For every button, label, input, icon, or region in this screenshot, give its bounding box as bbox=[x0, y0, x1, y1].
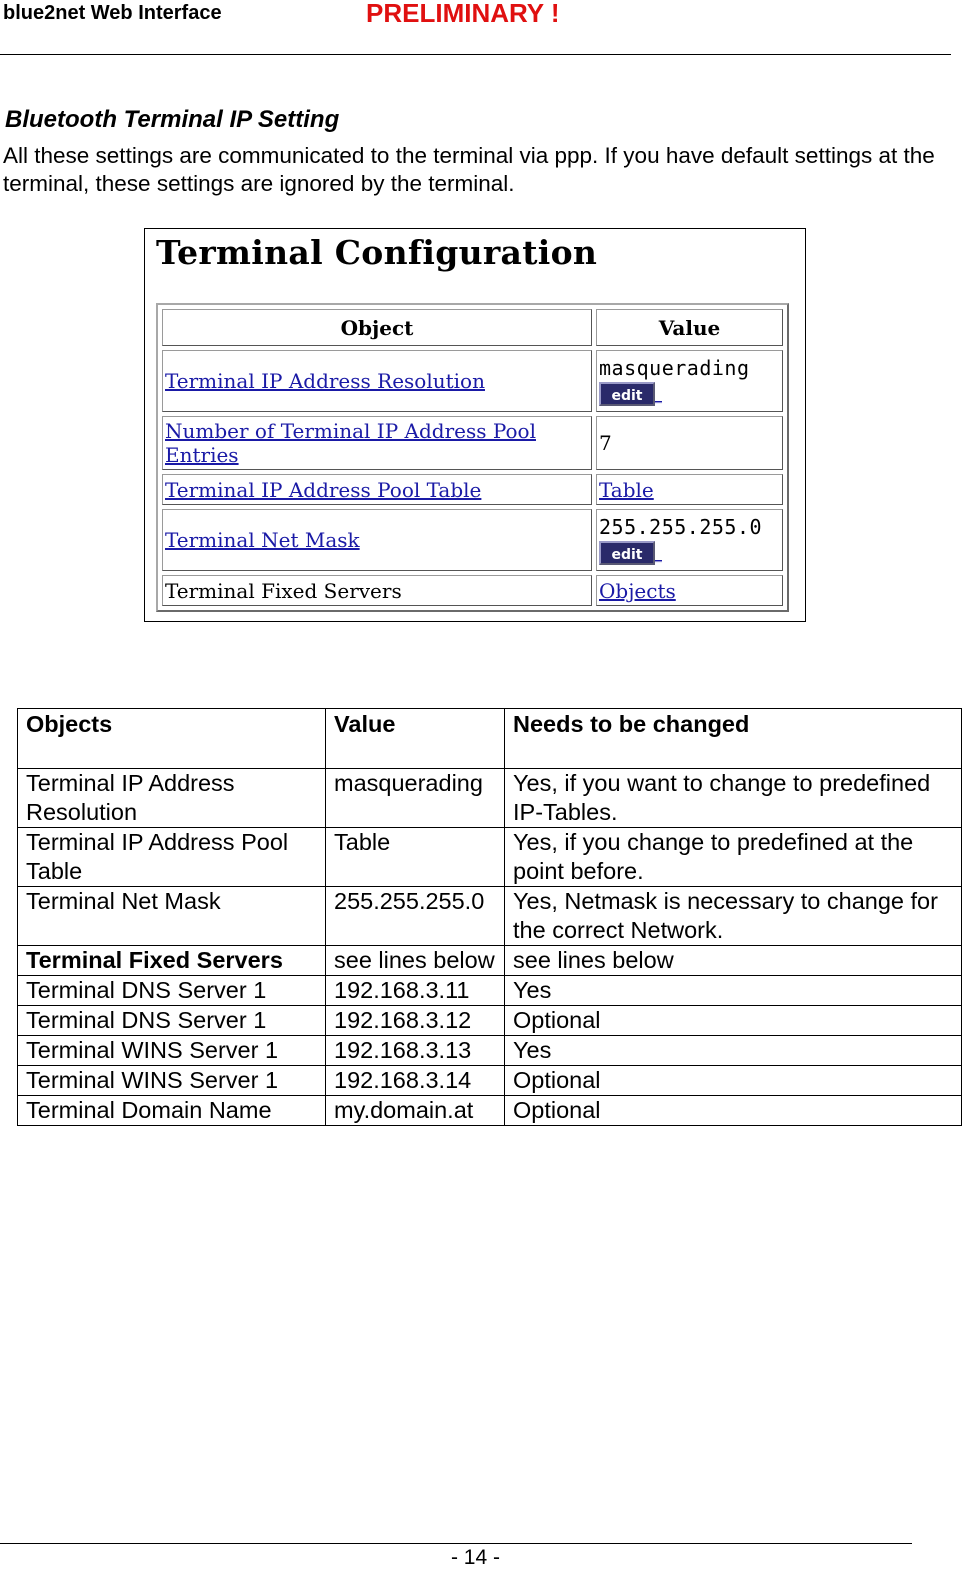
edit-trail: _ bbox=[655, 547, 662, 563]
header-title: blue2net Web Interface bbox=[3, 2, 222, 24]
section-title: Bluetooth Terminal IP Setting bbox=[5, 106, 340, 133]
cell-needs-change: Yes, Netmask is necessary to change for the correct Network. bbox=[505, 887, 962, 946]
table-row bbox=[18, 769, 962, 828]
cell-value: 192.168.3.14 bbox=[326, 1066, 505, 1096]
cell-needs-change: Yes, if you want to change to predefined IP-Tables. bbox=[505, 769, 962, 828]
table-row bbox=[18, 946, 962, 976]
cell-needs-change: Optional bbox=[505, 1096, 962, 1126]
table-header-row bbox=[18, 709, 962, 769]
table-row bbox=[18, 1066, 962, 1096]
cell-needs-change: see lines below bbox=[505, 946, 962, 976]
config-header-object: Object bbox=[162, 309, 592, 346]
link-pool-table[interactable]: Terminal IP Address Pool Table bbox=[165, 477, 482, 502]
cell-needs-change: Optional bbox=[505, 1006, 962, 1036]
link-pool-entries[interactable]: Number of Terminal IP Address Pool Entries bbox=[165, 419, 536, 467]
header-needs-change: Needs to be changed bbox=[505, 709, 962, 769]
cell-needs-change: Yes bbox=[505, 976, 962, 1006]
cell-value: 255.255.255.0 bbox=[326, 887, 505, 946]
settings-table bbox=[17, 708, 962, 1126]
cell-object: Terminal Fixed Servers bbox=[18, 946, 326, 976]
link-objects[interactable]: Objects bbox=[599, 578, 676, 603]
value-masquerading: masquerading bbox=[599, 356, 750, 380]
cell-value: Table bbox=[326, 828, 505, 887]
cell-value: see lines below bbox=[326, 946, 505, 976]
cell-value: 192.168.3.13 bbox=[326, 1036, 505, 1066]
cell-object: Terminal WINS Server 1 bbox=[18, 1066, 326, 1096]
screenshot-title: Terminal Configuration bbox=[156, 233, 598, 272]
header-divider bbox=[0, 54, 951, 55]
cell-object: Terminal WINS Server 1 bbox=[18, 1036, 326, 1066]
edit-netmask-button[interactable]: edit bbox=[599, 541, 655, 565]
config-header-value: Value bbox=[596, 309, 783, 346]
cell-needs-change: Yes, if you change to predefined at the point before. bbox=[505, 828, 962, 887]
edit-trail: _ bbox=[655, 388, 662, 404]
label-fixed-servers: Terminal Fixed Servers bbox=[165, 578, 402, 603]
link-ip-address-resolution[interactable]: Terminal IP Address Resolution bbox=[165, 369, 485, 393]
cell-value: 192.168.3.12 bbox=[326, 1006, 505, 1036]
config-table bbox=[156, 303, 789, 612]
cell-needs-change: Yes bbox=[505, 1036, 962, 1066]
table-row bbox=[18, 1036, 962, 1066]
page-number: - 14 - bbox=[450, 1546, 500, 1569]
preliminary-banner: PRELIMINARY ! bbox=[366, 0, 560, 28]
cell-value: my.domain.at bbox=[326, 1096, 505, 1126]
table-row bbox=[18, 887, 962, 946]
table-row bbox=[18, 1096, 962, 1126]
link-net-mask[interactable]: Terminal Net Mask bbox=[165, 528, 360, 552]
cell-object: Terminal Net Mask bbox=[18, 887, 326, 946]
header-value: Value bbox=[326, 709, 505, 769]
cell-value: masquerading bbox=[326, 769, 505, 828]
value-net-mask: 255.255.255.0 bbox=[599, 515, 763, 539]
intro-paragraph: All these settings are communicated to the terminal via ppp. If you have default settings at the terminal, these settings are ignored by the terminal. bbox=[3, 143, 935, 196]
table-row bbox=[18, 1006, 962, 1036]
cell-object: Terminal Domain Name bbox=[18, 1096, 326, 1126]
footer-divider bbox=[0, 1543, 912, 1544]
terminal-configuration-screenshot bbox=[144, 228, 806, 622]
cell-needs-change: Optional bbox=[505, 1066, 962, 1096]
cell-object: Terminal IP Address Pool Table bbox=[18, 828, 326, 887]
table-row bbox=[18, 976, 962, 1006]
cell-object: Terminal DNS Server 1 bbox=[18, 976, 326, 1006]
cell-object: Terminal DNS Server 1 bbox=[18, 1006, 326, 1036]
cell-object: Terminal IP Address Resolution bbox=[18, 769, 326, 828]
value-pool-entries: 7 bbox=[599, 431, 612, 455]
cell-value: 192.168.3.11 bbox=[326, 976, 505, 1006]
header-objects: Objects bbox=[18, 709, 326, 769]
link-table[interactable]: Table bbox=[599, 477, 654, 502]
table-row bbox=[18, 828, 962, 887]
edit-resolution-button[interactable]: edit bbox=[599, 382, 655, 406]
